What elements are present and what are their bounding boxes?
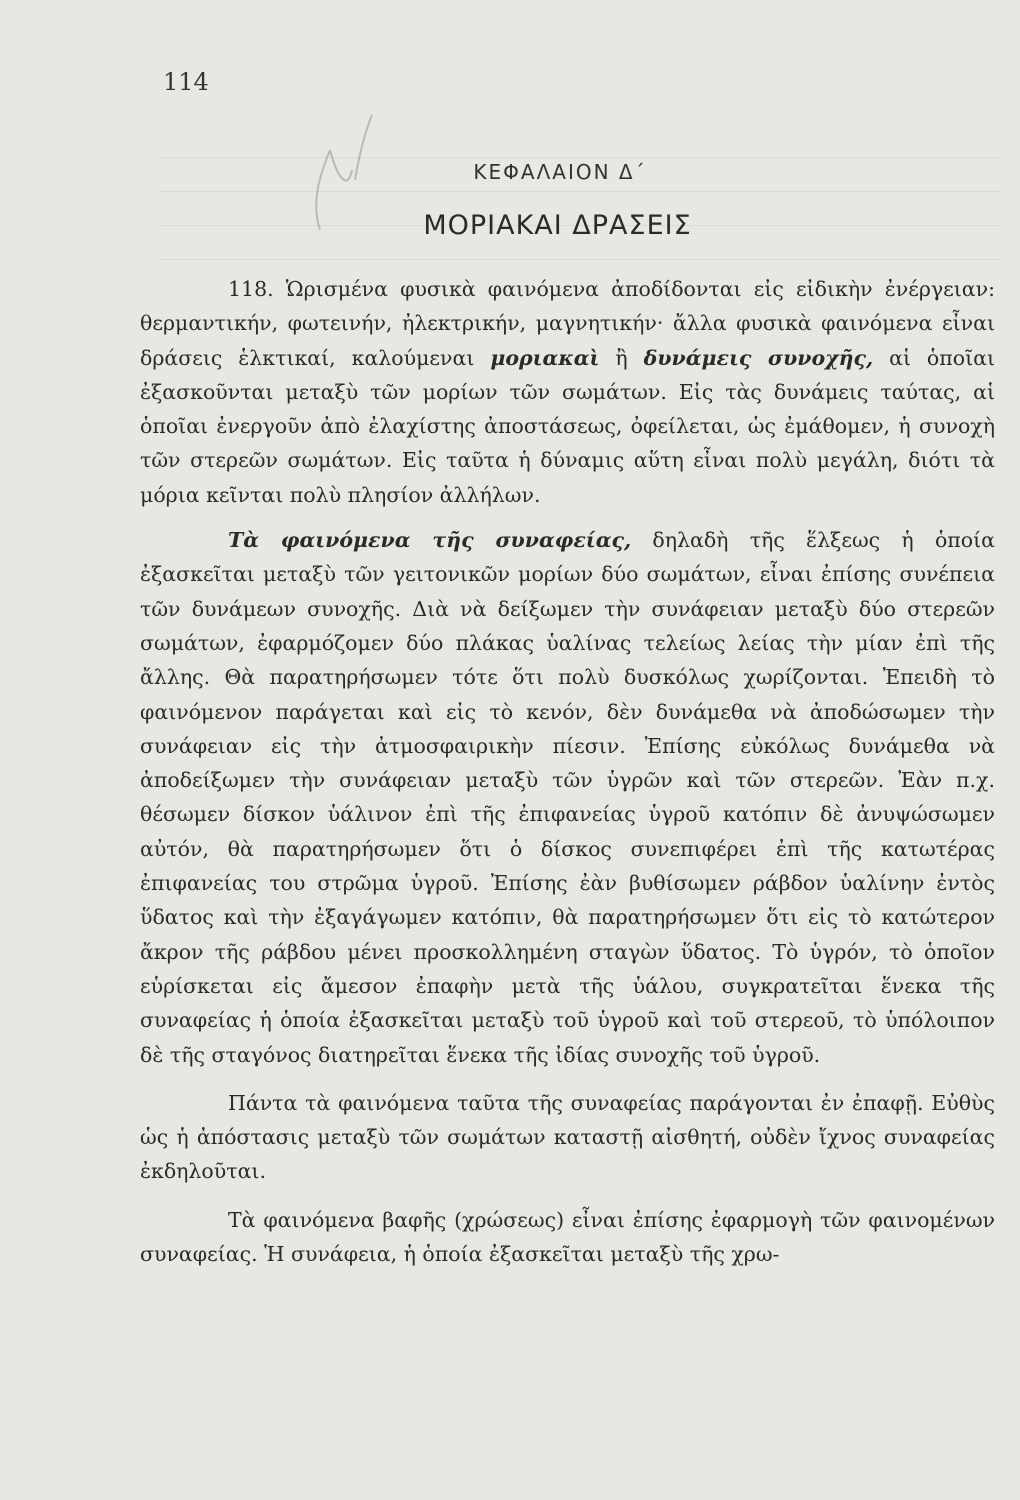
paragraph-118	[140, 272, 995, 512]
text-run: 118. Ὡρισμένα φυσικὰ φαινόμενα ἀποδίδονται εἰς εἰδικὴν ἐνέργειαν: θερμαντικήν, φωτεινήν, ἠλεκτρικήν, μαγνητικήν· ἄλλα φυσικὰ φαινόμενα εἶναι δράσεις ἑλκτικαί, καλούμεναι	[140, 277, 995, 370]
emphasis-term: μοριακαὶ	[490, 345, 600, 370]
show-through-text	[160, 135, 1000, 275]
chapter-title: ΜΟΡΙΑΚΑΙ ΔΡΑΣΕΙΣ	[423, 210, 692, 241]
text-run: αἱ ὁποῖαι ἐξασκοῦνται μεταξὺ τῶν μορίων τῶν σωμάτων. Εἰς τὰς δυνάμεις ταύτας, αἱ ὁποῖαι ἐνεργοῦν ἀπὸ ἐλαχίστης ἀποστάσεως, ὀφείλεται, ὡς ἐμάθομεν, ἡ συνοχὴ τῶν στερεῶν σωμάτων. Εἰς ταῦτα ἡ δύναμις αὕτη εἶναι πολὺ μεγάλη, διότι τὰ μόρια κεῖνται πολὺ πλησίον ἀλλήλων.	[140, 345, 995, 507]
body-text	[140, 272, 995, 1271]
paragraph-contact: Πάντα τὰ φαινόμενα ταῦτα τῆς συναφείας παράγονται ἐν ἐπαφῇ. Εὐθὺς ὡς ἡ ἀπόστασις μεταξὺ τῶν σωμάτων καταστῇ αἰσθητή, οὐδὲν ἴχνος συναφείας ἐκδηλοῦται.	[140, 1090, 995, 1184]
paragraph-adhesion	[140, 523, 995, 1072]
emphasis-term: Τὰ φαινόμενα τῆς συναφείας,	[228, 528, 632, 553]
emphasis-term: δυνάμεις συνοχῆς,	[643, 345, 874, 370]
paragraph-dyeing: Τὰ φαινόμενα βαφῆς (χρώσεως) εἶναι ἐπίσης ἐφαρμογὴ τῶν φαινομένων συναφείας. Ἡ συνάφεια, ἡ ὁποία ἐξασκεῖται μεταξὺ τῆς χρω-	[140, 1207, 995, 1267]
text-run: δηλαδὴ τῆς ἕλξεως ἡ ὁποία ἐξασκεῖται μεταξὺ τῶν γειτονικῶν μορίων δύο σωμάτων, εἶναι ἐπίσης συνέπεια τῶν δυνάμεων συνοχῆς. Διὰ νὰ δείξωμεν τὴν συνάφειαν μεταξὺ δύο στερεῶν σωμάτων, ἐφαρμόζομεν δύο πλάκας ὑαλίνας τελείως λείας τὴν μίαν ἐπὶ τῆς ἄλλης. Θὰ παρατηρήσωμεν τότε ὅτι πολὺ δυσκόλως χωρίζονται. Ἐπειδὴ τὸ φαινόμενον παράγεται καὶ εἰς τὸ κενόν, δὲν δυνάμεθα νὰ ἀποδώσωμεν τὴν συνάφειαν εἰς τὴν ἀτμοσφαιρικὴν πίεσιν. Ἐπίσης εὐκόλως δυνάμεθα νὰ ἀποδείξωμεν τὴν συνάφειαν μεταξὺ τῶν ὑγρῶν καὶ τῶν στερεῶν. Ἐὰν π.χ. θέσωμεν δίσκον ὑάλινον ἐπὶ τῆς ἐπιφανείας ὑγροῦ κατόπιν δὲ ἀνυψώσωμεν αὐτόν, θὰ παρατηρήσωμεν ὅτι ὁ δίσκος συνεπιφέρει ἐπὶ τῆς κατωτέρας ἐπιφανείας του στρῶμα ὑγροῦ. Ἐπίσης ἐὰν βυθίσωμεν ράβδον ὑαλίνην ἐντὸς ὕδατος καὶ τὴν ἐξαγάγωμεν κατόπιν, θὰ παρατηρήσωμεν ὅτι εἰς τὸ κατώτερον ἄκρον τῆς ράβδου μένει προσκολλημένη σταγὼν ὕδατος. Τὸ ὑγρόν, τὸ ὁποῖον εὑρίσκεται εἰς ἄμεσον ἐπαφὴν μετὰ τῆς ὑάλου, συγκρατεῖται ἕνεκα τῆς συναφείας ἡ ὁποία ἐξασκεῖται μεταξὺ τοῦ ὑγροῦ καὶ τοῦ στερεοῦ, τὸ ὑπόλοιπον δὲ τῆς σταγόνος διατηρεῖται ἕνεκα τῆς ἰδίας συνοχῆς τοῦ ὑγροῦ.	[140, 528, 995, 1067]
text-run: ἢ	[599, 345, 644, 370]
page-number: 114	[163, 68, 209, 96]
chapter-label: ΚΕΦΑΛΑΙΟΝ Δ΄	[473, 160, 647, 184]
